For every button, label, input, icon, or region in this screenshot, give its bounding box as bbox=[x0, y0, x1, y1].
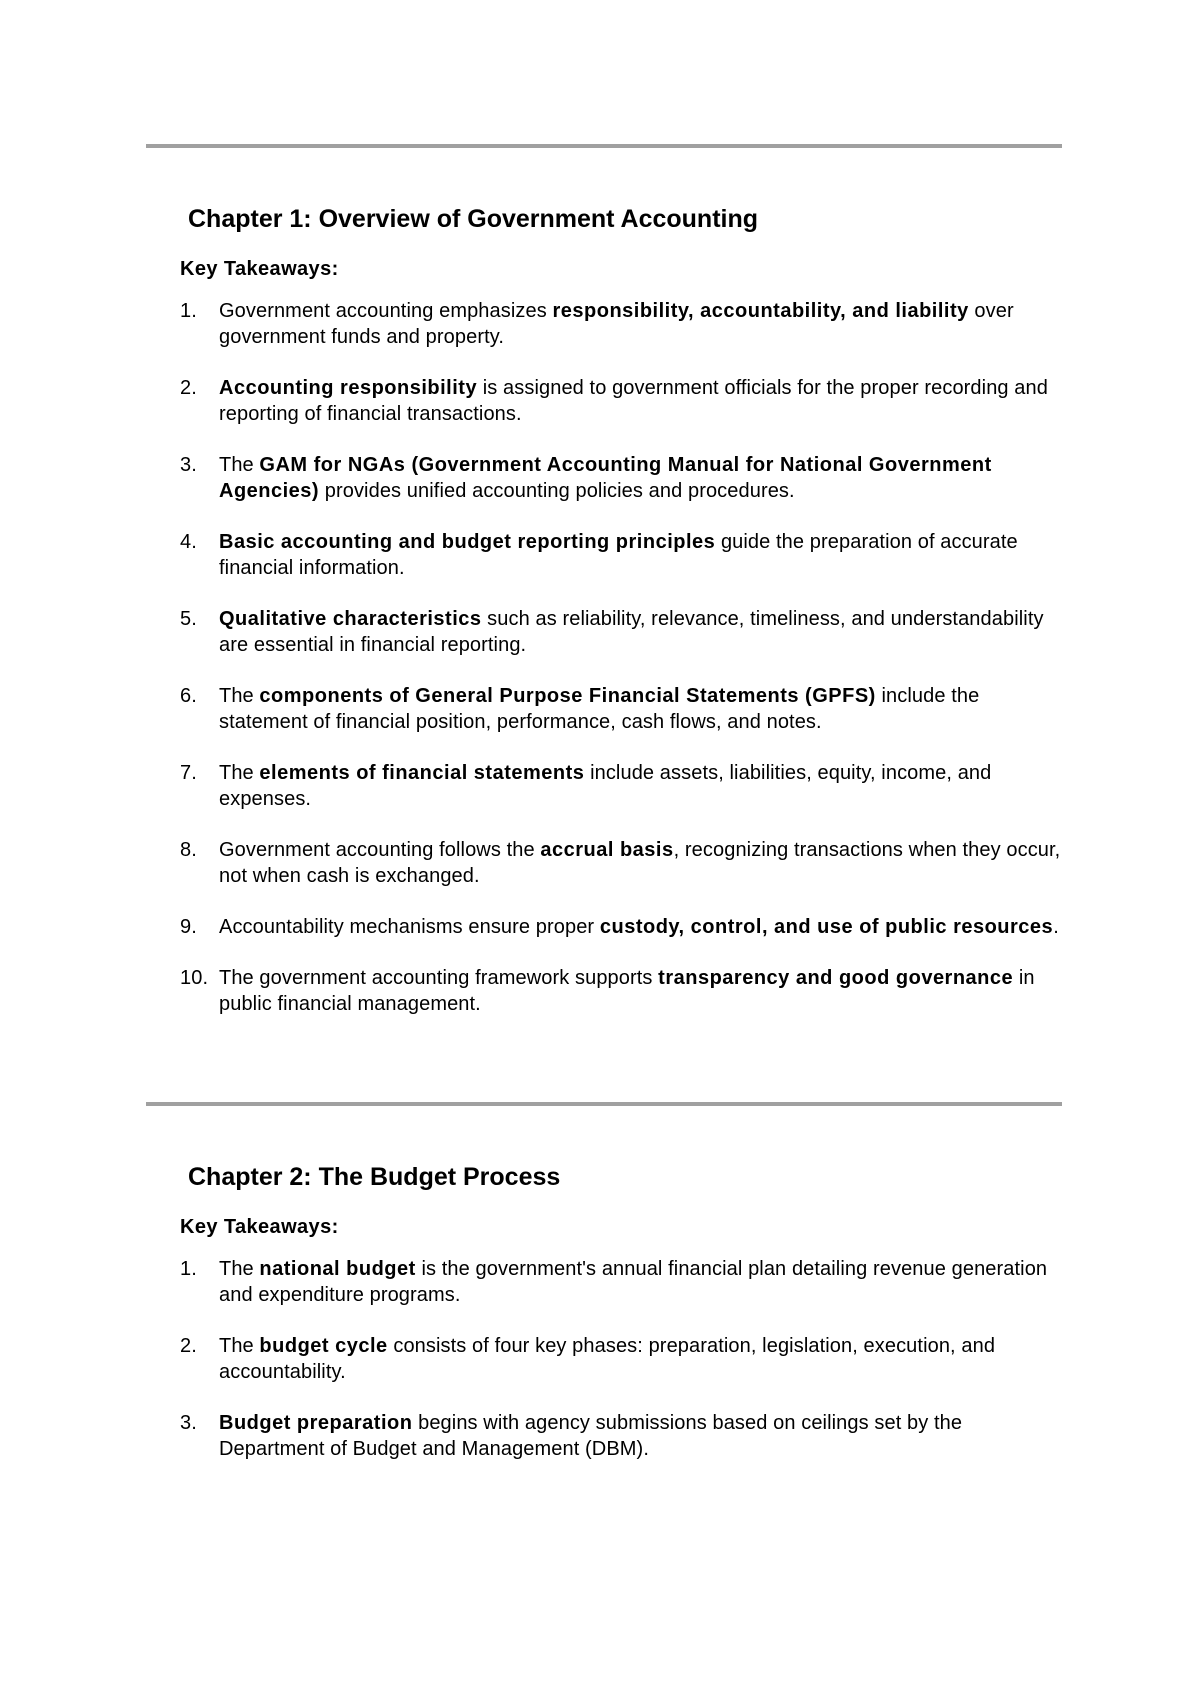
item-text: The bbox=[219, 1335, 260, 1357]
takeaway-item bbox=[146, 914, 1062, 940]
item-text: The bbox=[219, 685, 260, 707]
item-text: begins with agency submissions based on ceilings set by the Department of Budget and Management (DBM). bbox=[219, 1412, 963, 1460]
item-number: 2. bbox=[180, 377, 197, 399]
emphasized-text: budget cycle bbox=[259, 1335, 388, 1357]
item-text: The bbox=[219, 454, 260, 476]
item-text: is the government's annual financial plan detailing revenue generation and expenditure programs. bbox=[219, 1258, 1048, 1306]
chapter-2 bbox=[146, 1162, 1062, 1487]
item-text: consists of four key phases: preparation, legislation, execution, and accountability. bbox=[219, 1335, 996, 1383]
item-text: Government accounting follows the bbox=[219, 839, 541, 861]
item-number: 2. bbox=[180, 1335, 197, 1357]
item-number: 4. bbox=[180, 531, 197, 553]
takeaway-item bbox=[146, 298, 1062, 350]
item-text: The bbox=[219, 1258, 260, 1280]
item-number: 6. bbox=[180, 685, 197, 707]
item-number: 5. bbox=[180, 608, 197, 630]
emphasized-text: accrual basis bbox=[540, 839, 674, 861]
item-text: is assigned to government officials for the proper recording and reporting of financial transactions. bbox=[219, 377, 1048, 425]
takeaway-item bbox=[146, 1333, 1062, 1385]
chapter-title: Chapter 1: Overview of Government Accounting bbox=[188, 205, 759, 233]
chapter-1 bbox=[146, 204, 1062, 1042]
item-text: such as reliability, relevance, timeliness, and understandability are essential in financial reporting. bbox=[219, 608, 1044, 656]
takeaway-item bbox=[146, 760, 1062, 812]
emphasized-text: Qualitative characteristics bbox=[219, 608, 482, 630]
takeaway-item bbox=[146, 452, 1062, 504]
emphasized-text: Budget preparation bbox=[219, 1412, 413, 1434]
item-text: in public financial management. bbox=[219, 967, 1035, 1015]
item-number: 1. bbox=[180, 300, 197, 322]
item-text: provides unified accounting policies and procedures. bbox=[319, 480, 795, 502]
emphasized-text: national budget bbox=[259, 1258, 416, 1280]
emphasized-text: responsibility, accountability, and liability bbox=[552, 300, 969, 322]
chapter-title: Chapter 2: The Budget Process bbox=[188, 1163, 561, 1191]
item-text: include the statement of financial position, performance, cash flows, and notes. bbox=[219, 685, 980, 733]
item-text: include assets, liabilities, equity, income, and expenses. bbox=[219, 762, 992, 810]
emphasized-text: transparency and good governance bbox=[658, 967, 1014, 989]
item-text: over government funds and property. bbox=[219, 300, 1014, 348]
emphasized-text: components of General Purpose Financial Statements (GPFS) bbox=[259, 685, 876, 707]
takeaways-list bbox=[146, 1256, 1062, 1462]
item-number: 1. bbox=[180, 1258, 197, 1280]
item-number: 8. bbox=[180, 839, 197, 861]
horizontal-divider bbox=[146, 1102, 1062, 1106]
key-takeaways-label: Key Takeaways: bbox=[180, 258, 339, 280]
takeaway-item bbox=[146, 606, 1062, 658]
horizontal-divider bbox=[146, 144, 1062, 148]
takeaway-item bbox=[146, 1256, 1062, 1308]
item-text: Accountability mechanisms ensure proper bbox=[219, 916, 600, 938]
emphasized-text: elements of financial statements bbox=[259, 762, 585, 784]
emphasized-text: GAM for NGAs (Government Accounting Manual for National Government Agencies) bbox=[219, 454, 992, 502]
item-text: . bbox=[1053, 916, 1059, 938]
item-number: 9. bbox=[180, 916, 197, 938]
emphasized-text: Accounting responsibility bbox=[219, 377, 478, 399]
item-text: Government accounting emphasizes bbox=[219, 300, 553, 322]
item-number: 3. bbox=[180, 454, 197, 476]
takeaway-item bbox=[146, 837, 1062, 889]
item-text: , recognizing transactions when they occur, not when cash is exchanged. bbox=[219, 839, 1061, 887]
takeaway-item bbox=[146, 683, 1062, 735]
item-text: The bbox=[219, 762, 260, 784]
takeaway-item bbox=[146, 529, 1062, 581]
emphasized-text: custody, control, and use of public resources bbox=[599, 916, 1054, 938]
item-number: 7. bbox=[180, 762, 197, 784]
takeaways-list bbox=[146, 298, 1062, 1017]
item-number: 10. bbox=[180, 967, 209, 989]
key-takeaways-label: Key Takeaways: bbox=[180, 1216, 339, 1238]
emphasized-text: Basic accounting and budget reporting principles bbox=[219, 531, 716, 553]
item-text: The government accounting framework supports bbox=[219, 967, 659, 989]
takeaway-item bbox=[146, 965, 1062, 1017]
takeaway-item bbox=[146, 375, 1062, 427]
item-text: guide the preparation of accurate financial information. bbox=[219, 531, 1018, 579]
item-number: 3. bbox=[180, 1412, 197, 1434]
takeaway-item bbox=[146, 1410, 1062, 1462]
